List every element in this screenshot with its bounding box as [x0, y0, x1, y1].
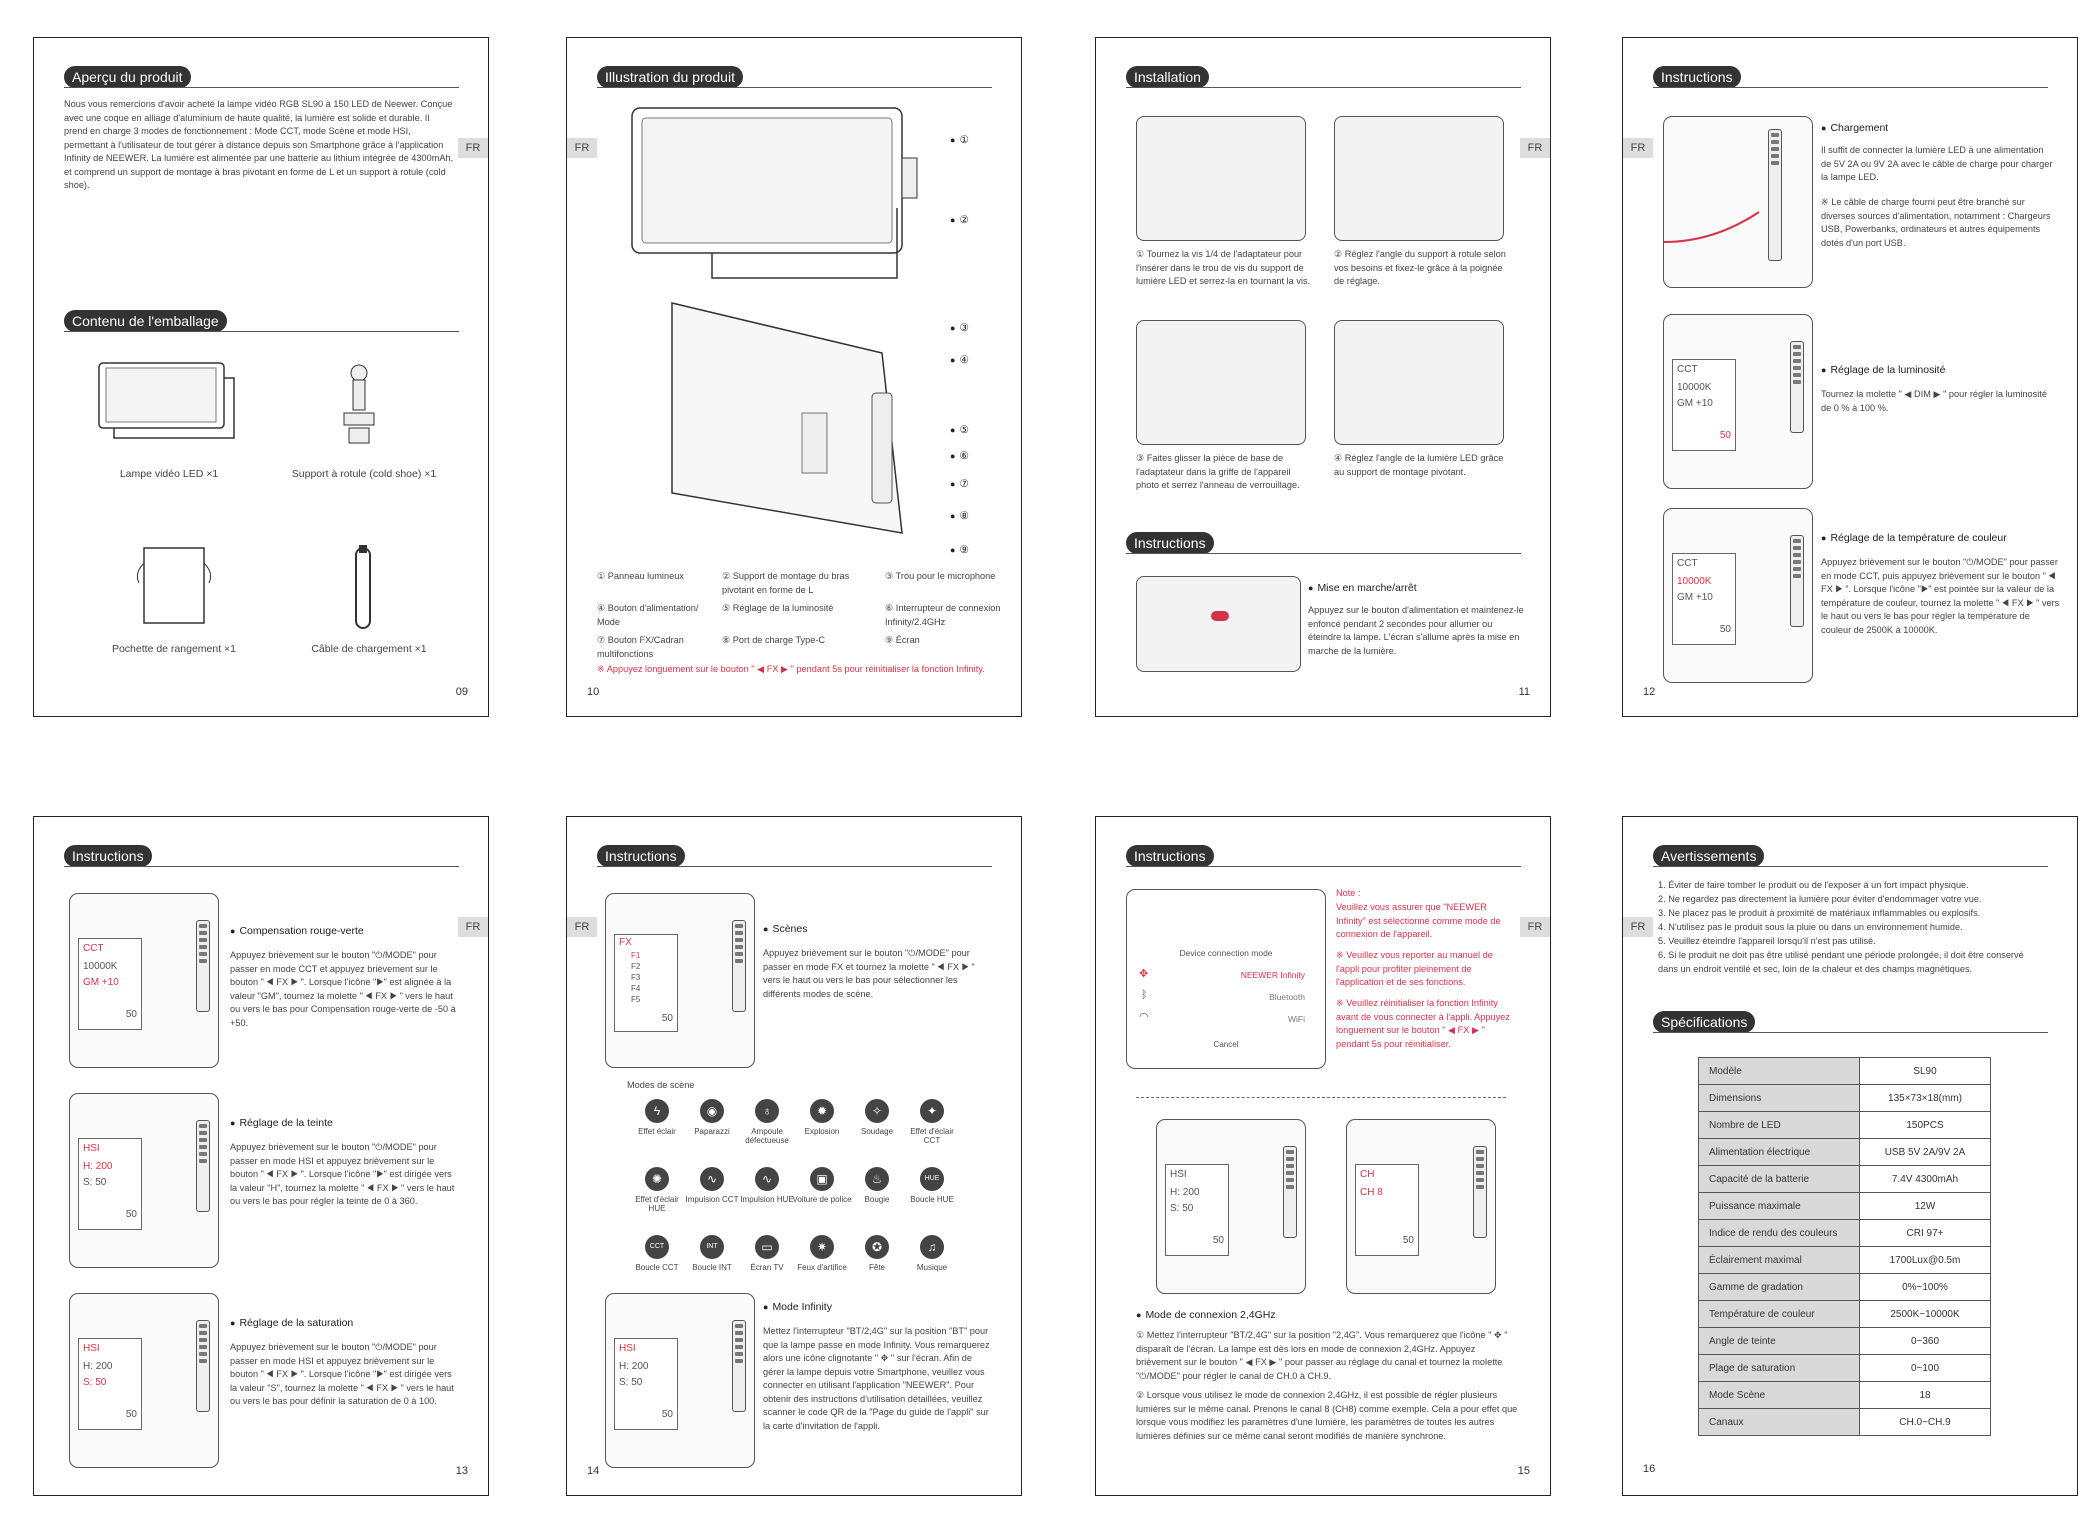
legend-item: ① Panneau lumineux [597, 571, 684, 581]
language-tag: FR [1520, 917, 1550, 937]
callout-4: ● ④ [950, 354, 969, 366]
cct-value: 10000K [83, 961, 118, 972]
scene-mode-label: Voiture de police [792, 1195, 852, 1204]
infinity-text: Mettez l'interrupteur "BT/2,4G" sur la position "BT" pour que la lampe passe en mode Infinity. Vous remarquerez alors une icône clignotante " ✥ " sur l'écran. Afin de gérer la lampe depuis votre Smartphone, veuillez vous connecter en utilisant l'application "NEEWER". Pour obtenir des instructions d'utilisation détaillées, veuillez scanner le code QR de la "Page du guide de l'appli" sur la carte d'invitation de l'appli. [763, 1326, 990, 1431]
gm-value: GM +10 [1677, 592, 1713, 603]
section-title: Aperçu du produit [64, 66, 191, 88]
section-title: Instructions [1126, 845, 1214, 867]
section-header [64, 845, 459, 867]
spec-value: CH.0~CH.9 [1860, 1409, 1991, 1436]
scene-mode-label: Fête [868, 1263, 885, 1272]
dim-value: 50 [125, 1409, 137, 1420]
page-13 [33, 816, 489, 1496]
spec-key: Canaux [1699, 1409, 1860, 1436]
install-step-3-image [1136, 320, 1306, 445]
spec-value: 12W [1860, 1193, 1991, 1220]
spec-key: Dimensions [1699, 1085, 1860, 1112]
device-screen [614, 1338, 678, 1430]
spec-value: 150PCS [1860, 1112, 1991, 1139]
scene-mode-label: Bougie [864, 1195, 890, 1204]
page-11 [1095, 37, 1551, 717]
spec-key: Alimentation électrique [1699, 1139, 1860, 1166]
warning-item: 3. Ne placez pas le produit à proximité de matériaux inflammables ou explosifs. [1658, 908, 1981, 918]
mode-label: HSI [83, 1343, 100, 1354]
section-header [64, 66, 459, 88]
scene-mode-label: Musique [916, 1263, 948, 1272]
infinity-option[interactable]: NEEWER Infinity [1240, 970, 1305, 980]
spec-key: Modèle [1699, 1058, 1860, 1085]
section-title: Contenu de l'emballage [64, 310, 227, 332]
language-tag: FR [458, 917, 488, 937]
fx-row: F4 [631, 984, 641, 993]
spec-row [1699, 1166, 1991, 1193]
scene-mode-label: Impulsion HUE [740, 1195, 794, 1204]
spec-value: 0~100 [1860, 1355, 1991, 1382]
hue-device [69, 1093, 219, 1268]
sat-label: ● Réglage de la saturation [230, 1317, 353, 1329]
device-screen [78, 1338, 142, 1430]
language-tag: FR [1623, 138, 1653, 158]
mode-label: HSI [83, 1143, 100, 1154]
fx-row: F1 [631, 951, 641, 960]
sat-value: S: 50 [83, 1177, 107, 1188]
spec-value: 0%~100% [1860, 1274, 1991, 1301]
scene-mode-icon: ✧ [865, 1099, 889, 1123]
cct-label: ● Réglage de la température de couleur [1821, 532, 2007, 544]
install-step-1-image [1136, 116, 1306, 241]
page-10 [566, 37, 1022, 717]
scene-mode-label: Soudage [860, 1127, 894, 1136]
install-step-1: ① Tournez la vis 1/4 de l'adaptateur pour l'insérer dans le trou de vis du support de lumière LED et serrez-la en tournant la vis. [1136, 249, 1311, 286]
scene-mode-icon: ▭ [755, 1235, 779, 1259]
install-step-4-image [1334, 320, 1504, 445]
mode-label: CCT [1677, 558, 1698, 569]
section-header [597, 66, 992, 88]
device-screen [78, 938, 142, 1030]
cct-value: 10000K [1677, 576, 1712, 587]
device-screen [1672, 553, 1736, 645]
legend-item: ⑨ Écran [885, 635, 920, 645]
install-step-2: ② Réglez l'angle du support à rotule selon vos besoins et fixez-le grâce à la poignée de réglage. [1334, 249, 1506, 286]
section-header [1653, 66, 2048, 88]
section-header [1653, 1011, 2048, 1033]
scene-mode-label: Écran TV [750, 1263, 784, 1272]
callout-6: ● ⑥ [950, 450, 969, 462]
bluetooth-icon: ᛒ [1141, 989, 1148, 1001]
scene-mode-icon: ∿ [755, 1167, 779, 1191]
language-tag: FR [567, 917, 597, 937]
product-front-illustration [627, 103, 927, 283]
pouch-illustration [134, 538, 214, 628]
hue-value: H: 200 [1170, 1187, 1200, 1198]
infinity-device [605, 1293, 755, 1468]
charging-image [1663, 116, 1813, 288]
fx-row: F5 [631, 995, 641, 1004]
wifi-option[interactable]: WiFi [1288, 1014, 1305, 1024]
callout-8: ● ⑧ [950, 510, 969, 522]
brightness-label: ● Réglage de la luminosité [1821, 364, 1945, 376]
connection-step-2: ② Lorsque vous utilisez le mode de connexion 2,4GHz, il est possible de régler plusieurs lumières sur le même canal. Prenons le canal 8 (CH8) comme exemple. Cela a pour effet que lorsque vous modifiez les paramètres d'une lumière, les paramètres de toutes les autres lumières définies sur ce même canal seront modifiés de manière synchrone. [1136, 1390, 1518, 1441]
callout-3: ● ③ [950, 322, 969, 334]
rg-device [69, 893, 219, 1068]
language-tag: FR [1623, 917, 1653, 937]
warning-item: 6. Si le produit ne doit pas être utilisé pendant une période prolongée, il doit être conservé dans un endroit ventilé et sec, loin de la chaleur et des champs magnétiques. [1658, 950, 2024, 974]
language-tag: FR [1520, 138, 1550, 158]
cancel-button[interactable]: Cancel [1213, 1040, 1239, 1049]
cct-device [1663, 508, 1813, 683]
note-3: ※ Veuillez réinitialiser la fonction Infinity avant de vous connecter à l'appli. Appuyez longuement sur le bouton " ◀ FX ▶ " pendant 5s pour réinitialiser. [1336, 998, 1510, 1049]
scene-mode-icon: INT [700, 1235, 724, 1259]
spec-value: 135×73×18(mm) [1860, 1085, 1991, 1112]
dim-value: 50 [125, 1009, 137, 1020]
scene-mode-icon: ✦ [920, 1099, 944, 1123]
dim-value: 50 [1719, 430, 1731, 441]
scene-mode-icon: ∿ [700, 1167, 724, 1191]
page-number: 16 [1643, 1463, 1656, 1475]
spec-row [1699, 1220, 1991, 1247]
scene-mode-label: Effet éclair [638, 1127, 676, 1136]
note-1: Veuillez vous assurer que "NEEWER Infinity" est sélectionné comme mode de connexion de l'appareil. [1336, 902, 1501, 939]
page-15 [1095, 816, 1551, 1496]
infinity-label: ● Mode Infinity [763, 1301, 832, 1313]
spec-row [1699, 1382, 1991, 1409]
product-back-illustration [652, 293, 922, 553]
dim-value: 50 [125, 1209, 137, 1220]
scene-mode-label: Impulsion CCT [685, 1195, 739, 1204]
warning-item: 1. Éviter de faire tomber le produit ou de l'exposer à un fort impact physique. [1658, 880, 1969, 890]
spec-table [1698, 1057, 1991, 1436]
section-title: Illustration du produit [597, 66, 743, 88]
legend-item: ⑥ Interrupteur de connexion Infinity/2.4GHz [885, 603, 1001, 627]
scene-mode-icon: ✺ [645, 1167, 669, 1191]
scene-mode-icon: ϟ [645, 1099, 669, 1123]
spec-value: 7.4V 4300mAh [1860, 1166, 1991, 1193]
legend-item: ③ Trou pour le microphone [885, 571, 996, 581]
spec-value: 2500K~10000K [1860, 1301, 1991, 1328]
rg-text: Appuyez brièvement sur le bouton "⏻/MODE" pour passer en mode CCT et appuyez brièvement sur le bouton " ◀ FX ▶ ". Lorsque l'icône "▶" est alignée à la valeur "GM", tournez la molette " ◀ FX ▶ " vers le haut ou vers le bas pour Compensation rouge-verte de -50 à +50. [230, 950, 456, 1028]
item-caption: Pochette de rangement ×1 [111, 643, 237, 655]
sat-value: S: 50 [619, 1377, 643, 1388]
warning-item: 4. N'utilisez pas le produit sous la pluie ou dans un environnement humide. [1658, 922, 1963, 932]
gm-value: GM +10 [1677, 398, 1713, 409]
mode-label: CCT [83, 943, 104, 954]
section-title: Instructions [64, 845, 152, 867]
legend-item: ⑦ Bouton FX/Cadran multifonctions [597, 635, 684, 659]
power-text: Appuyez sur le bouton d'alimentation et maintenez-le enfoncé pendant 2 secondes pour allumer ou éteindre la lampe. L'écran s'allume après la mise en marche de la lumière. [1308, 605, 1524, 656]
section-header [597, 845, 992, 867]
page-number: 15 [1517, 1465, 1530, 1477]
section-header [1653, 845, 2048, 867]
scene-mode-label: Boucle CCT [635, 1263, 679, 1272]
ball-head-illustration [329, 358, 389, 448]
channel-device [1346, 1119, 1496, 1294]
channel-value: CH 8 [1360, 1187, 1383, 1198]
scene-mode-label: Boucle HUE [910, 1195, 954, 1204]
hue-text: Appuyez brièvement sur le bouton "⏻/MODE" pour passer en mode HSI et appuyez brièvement sur le bouton " ◀ FX ▶ ". Lorsque l'icône "▶" est dirigée vers la valeur "H", tournez la molette " ◀ FX ▶ " vers le haut ou vers le bas pour régler la teinte de 0 à 360. [230, 1142, 455, 1206]
scene-mode-icon: ✹ [810, 1099, 834, 1123]
infinity-icon: ✥ [1139, 968, 1149, 980]
power-button-icon [1211, 611, 1229, 621]
legend-item: ⑧ Port de charge Type-C [722, 635, 826, 645]
spec-key: Puissance maximale [1699, 1193, 1860, 1220]
scene-mode-label: Ampoule défectueuse [745, 1127, 789, 1145]
fx-row: F3 [631, 973, 641, 982]
note-title: Note : [1336, 888, 1361, 898]
section-title: Instructions [1653, 66, 1741, 88]
spec-row [1699, 1085, 1991, 1112]
sat-text: Appuyez brièvement sur le bouton "⏻/MODE" pour passer en mode HSI et appuyez brièvement sur le bouton " ◀ FX ▶ ". Lorsque l'icône "▶" est dirigée vers la valeur "S", tournez la molette " ◀ FX ▶ " vers le haut ou vers le bas pour définir la saturation de 0 à 100. [230, 1342, 454, 1406]
page-12 [1622, 37, 2078, 717]
charge-note: ※ Le câble de charge fourni peut être branché sur diverses sources d'alimentation, notamment : Chargeurs USB, Powerbanks, ordinateurs et autres équipements dotés d'un port USB. [1821, 197, 2051, 248]
spec-row [1699, 1355, 1991, 1382]
spec-key: Capacité de la batterie [1699, 1166, 1860, 1193]
legend-item: ④ Bouton d'alimentation/ Mode [597, 603, 699, 627]
callout-2: ● ② [950, 214, 969, 226]
install-step-3: ③ Faites glisser la pièce de base de l'adaptateur dans la griffe de l'appareil photo et serrez l'anneau de verrouillage. [1136, 453, 1300, 490]
spec-row [1699, 1328, 1991, 1355]
scene-mode-icon: ◉ [700, 1099, 724, 1123]
connection-step-1: ① Mettez l'interrupteur "BT/2,4G" sur la position "2,4G". Vous remarquerez que l'icône " ✥ " disparaît de l'écran. La lampe est dès lors en mode de connexion 2,4GHz. Appuyez brièvement sur le bouton " ◀ FX ▶ " pour passer au réglage du canal et tournez la molette "⏻/MODE" pour régler le canal de CH.0 à CH.9. [1136, 1330, 1508, 1381]
cable-illustration [344, 543, 384, 633]
spec-value: 1700Lux@0.5m [1860, 1247, 1991, 1274]
sat-value: S: 50 [83, 1377, 107, 1388]
callout-5: ● ⑤ [950, 424, 969, 436]
power-button-image [1136, 576, 1301, 672]
scene-mode-icon: ✪ [865, 1235, 889, 1259]
install-step-2-image [1334, 116, 1504, 241]
rg-label: ● Compensation rouge-verte [230, 925, 364, 937]
spec-value: 0~360 [1860, 1328, 1991, 1355]
device-screen [1672, 359, 1736, 451]
dashed-divider [1136, 1097, 1506, 1098]
spec-row [1699, 1193, 1991, 1220]
scene-mode-label: Boucle INT [692, 1263, 732, 1272]
section-title: Instructions [1126, 532, 1214, 554]
connection-label: ● Mode de connexion 2,4GHz [1136, 1309, 1276, 1321]
spec-row [1699, 1058, 1991, 1085]
callout-9: ● ⑨ [950, 544, 969, 556]
spec-key: Température de couleur [1699, 1301, 1860, 1328]
device-screen [78, 1138, 142, 1230]
item-caption: Lampe vidéo LED ×1 [119, 468, 219, 480]
warning-item: 5. Veuillez éteindre l'appareil lorsqu'il n'est pas utilisé. [1658, 936, 1876, 946]
device-screen [1165, 1164, 1229, 1256]
page-16 [1622, 816, 2078, 1496]
cct-value: 10000K [1677, 382, 1712, 393]
scene-mode-icon: ♁ [755, 1099, 779, 1123]
language-tag: FR [567, 138, 597, 158]
hue-value: H: 200 [619, 1361, 649, 1372]
page-number: 09 [455, 686, 468, 698]
intro-text: Nous vous remercions d'avoir acheté la lampe vidéo RGB SL90 à 150 LED de Neewer. Conçue avec une coque en alliage d'aluminium de haute qualité, la lumière est solide et durable. Il prend en charge 3 modes de fonctionnement : Mode CCT, mode Scène et mode HSI, permettant à l'utilisateur de tout gérer à distance depuis son Smartphone grâce à l'application Infinity de NEEWER. La lumière est alimentée par une batterie au lithium intégrée de 4300mAh, et comprend un support de montage à bras pivotant en forme de L et un support à rotule (cold shoe). [64, 99, 454, 190]
spec-row [1699, 1139, 1991, 1166]
spec-value: 18 [1860, 1382, 1991, 1409]
spec-row [1699, 1409, 1991, 1436]
spec-row [1699, 1301, 1991, 1328]
spec-value: USB 5V 2A/9V 2A [1860, 1139, 1991, 1166]
mode-label: FX [619, 937, 632, 948]
scene-mode-label: Effet d'éclair HUE [635, 1195, 679, 1213]
section-header [1126, 66, 1521, 88]
dim-value: 50 [1719, 624, 1731, 635]
sat-value: S: 50 [1170, 1203, 1194, 1214]
scene-mode-label: Explosion [804, 1127, 840, 1136]
spec-value: CRI 97+ [1860, 1220, 1991, 1247]
item-caption: Câble de chargement ×1 [311, 643, 427, 655]
sat-device [69, 1293, 219, 1468]
charge-text: Il suffit de connecter la lumière LED à une alimentation de 5V 2A ou 9V 2A avec le câble de charge pour charger la lampe LED. [1821, 145, 2053, 182]
hsi-device [1156, 1119, 1306, 1294]
led-light-illustration [94, 358, 244, 448]
hue-value: H: 200 [83, 1161, 113, 1172]
charge-label: ● Chargement [1821, 122, 1888, 134]
wifi-icon: ◠ [1139, 1011, 1149, 1023]
section-title: Spécifications [1653, 1011, 1755, 1033]
callout-7: ● ⑦ [950, 478, 969, 490]
gm-value: GM +10 [83, 977, 119, 988]
hue-label: ● Réglage de la teinte [230, 1117, 333, 1129]
dim-value: 50 [1402, 1235, 1414, 1246]
device-screen [614, 934, 678, 1032]
brightness-device [1663, 314, 1813, 489]
page-number: 14 [587, 1465, 600, 1477]
mode-label: CH [1360, 1169, 1375, 1180]
spec-value: SL90 [1860, 1058, 1991, 1085]
legend-item: ⑤ Réglage de la luminosité [722, 603, 834, 613]
page-number: 13 [455, 1465, 468, 1477]
scene-mode-icon: ▣ [810, 1167, 834, 1191]
reset-note: ※ Appuyez longuement sur le bouton " ◀ FX ▶ " pendant 5s pour réinitialiser la fonction Infinity. [597, 664, 985, 674]
page-number: 12 [1643, 686, 1656, 698]
section-header [1126, 532, 1521, 554]
scenes-text: Appuyez brièvement sur le bouton "⏻/MODE" pour passer en mode FX et tournez la molette " ◀ FX ▶ " vers le haut ou vers le bas pour sélectionner les différents modes de scène. [763, 948, 975, 999]
warning-item: 2. Ne regardez pas directement la lumière pour éviter d'endommager votre vue. [1658, 894, 1982, 904]
section-title: Installation [1126, 66, 1209, 88]
scene-mode-label: Effet d'éclair CCT [910, 1127, 954, 1145]
section-header [1126, 845, 1521, 867]
scene-modes-title: Modes de scène [627, 1080, 695, 1090]
scene-mode-icon: CCT [645, 1235, 669, 1259]
scene-mode-icon: ♫ [920, 1235, 944, 1259]
dim-value: 50 [661, 1013, 673, 1024]
spec-key: Plage de saturation [1699, 1355, 1860, 1382]
bluetooth-option[interactable]: Bluetooth [1269, 992, 1305, 1002]
dialog-title: Device connection mode [1179, 948, 1273, 958]
brightness-text: Tournez la molette " ◀ DIM ▶ " pour régler la luminosité de 0 % à 100 %. [1821, 389, 2047, 413]
dim-value: 50 [1212, 1235, 1224, 1246]
power-label: ● Mise en marche/arrêt [1308, 582, 1417, 594]
page-09 [33, 37, 489, 717]
spec-key: Gamme de gradation [1699, 1274, 1860, 1301]
spec-key: Indice de rendu des couleurs [1699, 1220, 1860, 1247]
page-number: 10 [587, 686, 600, 698]
install-step-4: ④ Réglez l'angle de la lumière LED grâce au support de montage pivotant. [1334, 453, 1504, 477]
note-2: ※ Veuillez vous reporter au manuel de l'appli pour profiter pleinement de l'application et de ses fonctions. [1336, 950, 1493, 987]
scene-mode-icon: ✷ [810, 1235, 834, 1259]
legend-item: ② Support de montage du bras pivotant en forme de L [722, 571, 850, 595]
page-number: 11 [1518, 686, 1530, 698]
callout-1: ● ① [950, 134, 969, 146]
device-screen [1355, 1164, 1419, 1256]
section-header [64, 310, 459, 332]
spec-row [1699, 1112, 1991, 1139]
fx-row: F2 [631, 962, 641, 971]
language-tag: FR [458, 138, 488, 158]
scene-mode-label: Paparazzi [694, 1127, 730, 1136]
mode-label: HSI [619, 1343, 636, 1354]
spec-key: Angle de teinte [1699, 1328, 1860, 1355]
spec-row [1699, 1247, 1991, 1274]
spec-key: Mode Scène [1699, 1382, 1860, 1409]
mode-label: HSI [1170, 1169, 1187, 1180]
section-title: Instructions [597, 845, 685, 867]
spec-row [1699, 1274, 1991, 1301]
scene-mode-icon: ♨ [865, 1167, 889, 1191]
phone-connection-dialog [1126, 889, 1326, 1069]
cct-text: Appuyez brièvement sur le bouton "⏻/MODE" pour passer en mode CCT, puis appuyez brièvement sur le bouton " ◀ FX ▶ ". Lorsque l'icône "▶" est pointée sur la valeur de la température de couleur, tournez la molette " ◀ FX ▶ " vers le haut ou vers le bas pour régler la température de couleur de 2500K à 10000K. [1821, 557, 2060, 635]
section-title: Avertissements [1653, 845, 1764, 867]
scene-mode-label: Feux d'artifice [797, 1263, 847, 1272]
item-caption: Support à rotule (cold shoe) ×1 [291, 468, 437, 480]
mode-label: CCT [1677, 364, 1698, 375]
dim-value: 50 [661, 1409, 673, 1420]
scenes-label: ● Scènes [763, 923, 807, 935]
scene-mode-icon: HUE [920, 1167, 944, 1191]
page-14 [566, 816, 1022, 1496]
spec-key: Éclairement maximal [1699, 1247, 1860, 1274]
spec-key: Nombre de LED [1699, 1112, 1860, 1139]
hue-value: H: 200 [83, 1361, 113, 1372]
fx-device [605, 893, 755, 1068]
